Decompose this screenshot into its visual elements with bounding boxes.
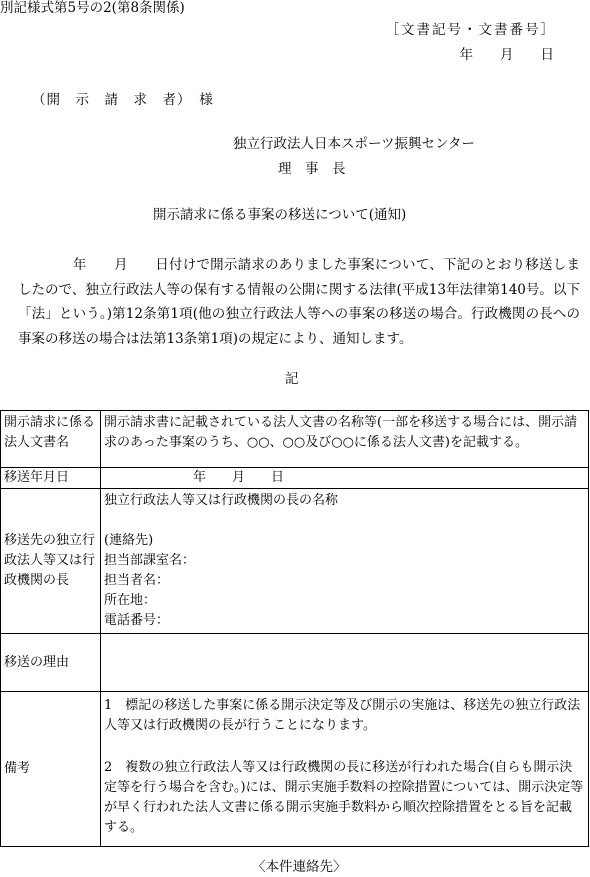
- contact-header: (連絡先): [104, 533, 154, 548]
- table-row-remarks: [1, 692, 589, 847]
- table-row-transfer-reason: [1, 634, 589, 692]
- value-document-name: 開示請求書に記載されている法人文書の名称等(一部を移送する場合には、開示請求のあった事案のうち、○○、○○及び○○に係る法人文書)を記載する。: [101, 411, 589, 468]
- table-row-document-name: [1, 411, 589, 468]
- value-transfer-reason: [101, 634, 589, 692]
- contact-address: 所在地：: [104, 593, 157, 608]
- body-text: 年 月 日付けで開示請求のありました事案について、下記のとおり移送しましたので、独立行政法人等の保有する情報の公開に関する法律(平成13年法律第140号。以下「法」という。)第12条第1項(他の独立行政法人等への事案の移送の場合。行政機関の長への事案の移送の場合は法第13条第1項)の規定により、通知します。: [18, 257, 580, 347]
- ki-heading: 記: [285, 371, 299, 387]
- document-title: 開示請求に係る事案の移送について(通知): [153, 207, 407, 223]
- label-transfer-reason: 移送の理由: [1, 634, 101, 692]
- remarks-note-1: 1 標記の移送した事案に係る開示決定等及び開示の実施は、移送先の独立行政法人等又は行政機関の長が行うことになります。: [104, 698, 581, 733]
- contact-department: 担当部課室名：: [104, 553, 196, 568]
- table-row-transfer-date: [1, 468, 589, 489]
- form-reference: 別記様式第5号の2(第8条関係): [0, 0, 185, 16]
- sender-title: 理 事 長: [278, 161, 346, 177]
- addressee: （開 示 請 求 者） 様: [32, 92, 214, 108]
- value-transfer-destination: [101, 489, 589, 634]
- label-document-name: 開示請求に係る法人文書名: [1, 411, 101, 468]
- contact-phone: 電話番号：: [104, 613, 170, 628]
- table-row-transfer-destination: [1, 489, 589, 634]
- document-number: ［文書記号・文書番号］: [385, 22, 556, 38]
- sender-organization: 独立行政法人日本スポーツ振興センター: [233, 136, 475, 152]
- date-line: 年 月 日: [459, 47, 554, 63]
- label-remarks: 備考: [1, 692, 101, 847]
- value-transfer-date: 年 月 日: [101, 468, 589, 489]
- contact-person: 担当者名：: [104, 573, 170, 588]
- body-paragraph: [18, 253, 580, 351]
- destination-name-heading: 独立行政法人等又は行政機関の長の名称: [104, 493, 339, 508]
- label-transfer-destination: 移送先の独立行政法人等又は行政機関の長: [1, 489, 101, 634]
- label-transfer-date: 移送年月日: [1, 468, 101, 489]
- transfer-details-table: [0, 410, 589, 847]
- contact-footer: 〈本件連絡先〉: [252, 859, 347, 875]
- value-remarks: [101, 692, 589, 847]
- remarks-note-2: 2 複数の独立行政法人等又は行政機関の長に移送が行われた場合(自らも開示決定等を行う場合を含む。)には、開示実施手数料の控除措置については、開示決定等が早く行われた法人文書に係る開示実施手数料から順次控除措置をとる旨を記載する。: [104, 760, 584, 835]
